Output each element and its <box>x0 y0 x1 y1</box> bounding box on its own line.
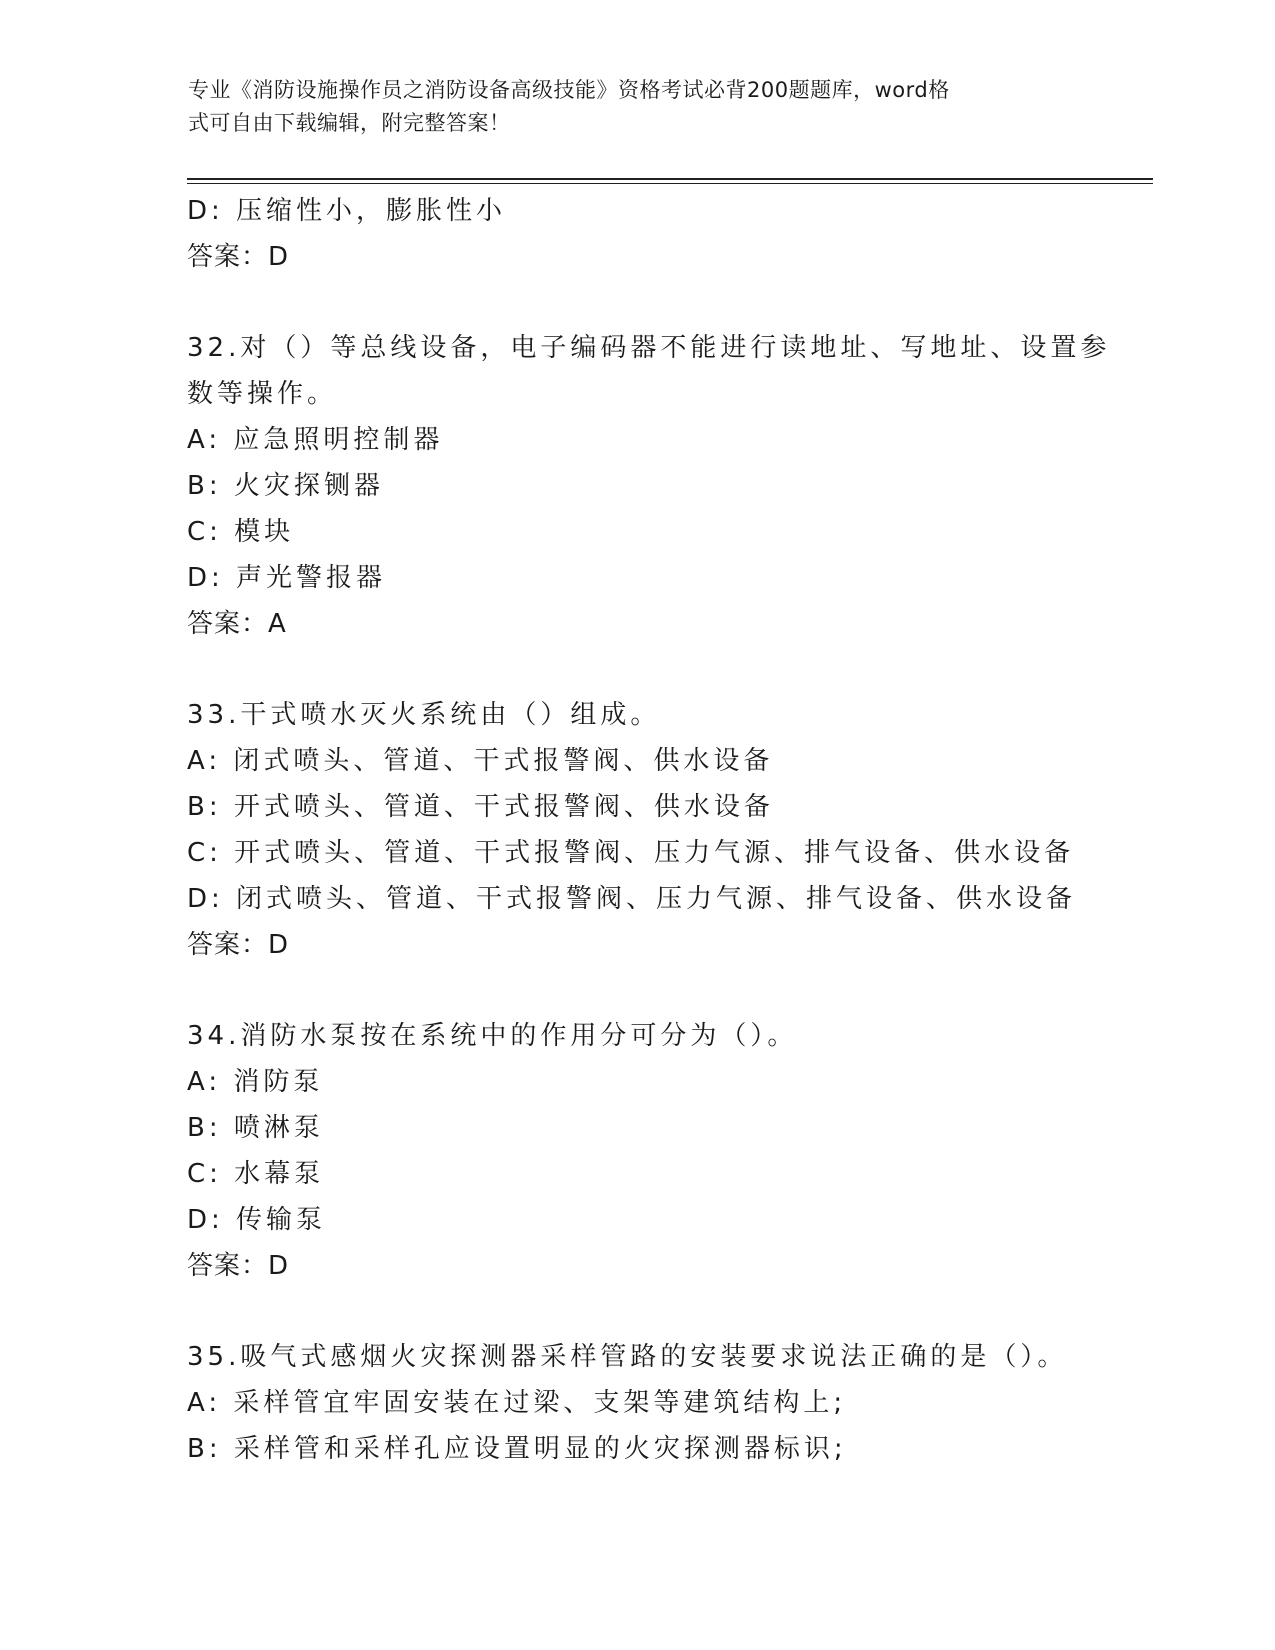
answer-line: 答案：D <box>187 930 290 960</box>
option-a: A: 应急照明控制器 <box>187 425 444 455</box>
question-35 <box>187 1334 1087 1472</box>
document-header <box>188 74 1068 140</box>
header-line-2: 式可自由下载编辑，附完整答案！ <box>188 111 511 135</box>
header-rule-thin <box>187 183 1153 184</box>
header-rule-thick <box>187 178 1153 180</box>
question-34 <box>187 1013 1087 1289</box>
question-32 <box>187 325 1111 647</box>
option-a: A: 采样管宜牢固安装在过梁、支架等建筑结构上; <box>187 1388 847 1418</box>
question-title: 32.对（）等总线设备，电子编码器不能进行读地址、写地址、设置参 <box>187 333 1111 363</box>
option-d: D: 传输泵 <box>187 1205 327 1235</box>
option-c: C: 模块 <box>187 517 295 547</box>
answer-line: 答案：D <box>187 1251 290 1281</box>
question-33 <box>187 692 1087 968</box>
option-b: B: 火灾探铡器 <box>187 471 384 501</box>
question-title: 34.消防水泵按在系统中的作用分可分为（）。 <box>187 1021 798 1051</box>
answer-line: 答案：A <box>187 609 287 639</box>
question-title: 35.吸气式感烟火灾探测器采样管路的安装要求说法正确的是（）。 <box>187 1342 1068 1372</box>
option-c: C: 开式喷头、管道、干式报警阀、压力气源、排气设备、供水设备 <box>187 838 1075 868</box>
option-a: A: 闭式喷头、管道、干式报警阀、供水设备 <box>187 746 774 776</box>
header-line-1: 专业《消防设施操作员之消防设备高级技能》资格考试必背200题题库，word格 <box>188 78 950 102</box>
answer-line: 答案：D <box>187 242 290 272</box>
option-d: D: 闭式喷头、管道、干式报警阀、压力气源、排气设备、供水设备 <box>187 884 1077 914</box>
question-title-cont: 数等操作。 <box>187 379 338 409</box>
option-d: D: 声光警报器 <box>187 563 387 593</box>
question-list <box>187 188 1111 1472</box>
option-a: A: 消防泵 <box>187 1067 324 1097</box>
option-d: D: 压缩性小，膨胀性小 <box>187 196 507 226</box>
question-title: 33.干式喷水灭火系统由（）组成。 <box>187 700 661 730</box>
option-b: B: 采样管和采样孔应设置明显的火灾探测器标识; <box>187 1434 847 1464</box>
option-c: C: 水幕泵 <box>187 1159 325 1189</box>
option-b: B: 开式喷头、管道、干式报警阀、供水设备 <box>187 792 774 822</box>
option-b: B: 喷淋泵 <box>187 1113 324 1143</box>
